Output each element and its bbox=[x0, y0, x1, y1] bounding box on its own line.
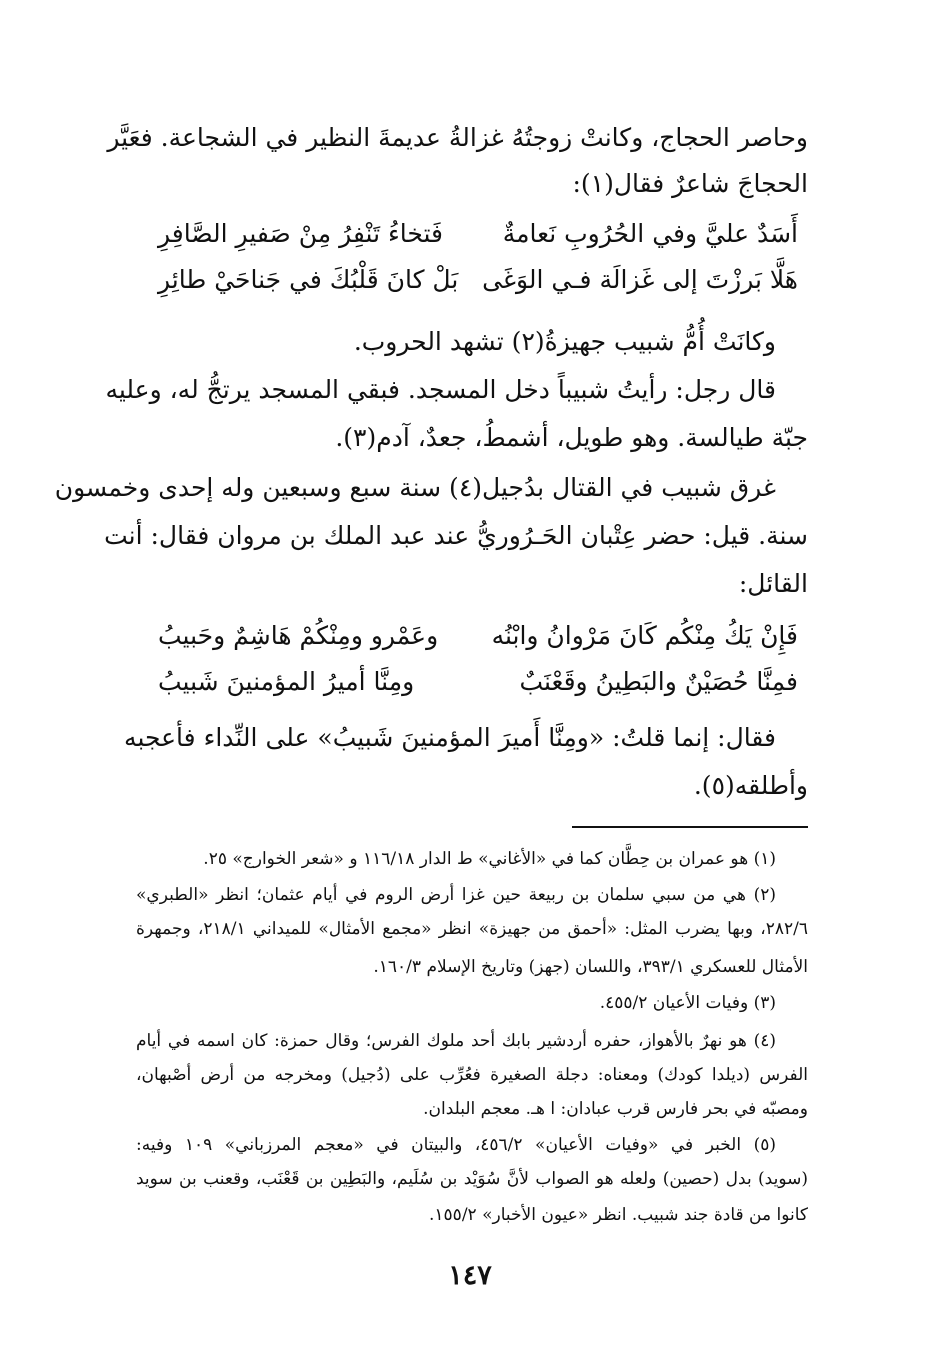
footnote-line: كانوا من قادة جند شبيب. انظر «عيون الأخبار» ١٥٥/٢. bbox=[429, 1205, 808, 1225]
body-text-line: وحاصر الحجاج، وكانتْ زوجتُهُ غزالةُ عديمةَ النظير في الشجاعة. فعَيَّر bbox=[107, 123, 808, 152]
footnote-line: (٣) وفيات الأعيان ٤٥٥/٢. bbox=[599, 993, 776, 1013]
footnote-line: (١) هو عمران بن حِطَّان كما في «الأغاني» ط الدار ١١٦/١٨ و «شعر الخوارج» ٢٥. bbox=[203, 849, 776, 869]
footnote-line: (٢) هي من سبي سلمان بن ربيعة حين غزا أرض الروم في أيام عثمان؛ انظر «الطبري» bbox=[136, 885, 776, 905]
verse-first-hemistich: هَلَّا بَرزْتَ إلى غَزالَة فـي الوَغَى bbox=[482, 265, 798, 294]
verse-line bbox=[158, 660, 798, 704]
footnote-line: ومصبّه في بحر فارس قرب عبادان: ا هـ. معجم البلدان. bbox=[423, 1099, 808, 1119]
verse-line bbox=[158, 212, 798, 256]
footnote-divider bbox=[572, 826, 808, 828]
body-text-line: غرق شبيب في القتال بدُجيل(٤) سنة سبع وسبعين وله إحدى وخمسون bbox=[54, 473, 776, 502]
verse-second-hemistich: ومِنَّا أميرُ المؤمنينَ شَبيبُ bbox=[158, 667, 415, 696]
body-text-line: فقال: إنما قلتُ: «ومِنَّا أَميرَ المؤمنينَ شَبيبُ» على النِّداء فأعجبه bbox=[124, 723, 776, 752]
verse-line bbox=[158, 614, 798, 658]
footnote-line: (٤) هو نهرٌ بالأهواز، حفره أردشير بابك أحد ملوك الفرس؛ وقال حمزة: كان اسمه في أيام bbox=[136, 1031, 776, 1051]
verse-first-hemistich: فمِنَّا حُصَيْنٌ والبَطِينُ وقَعْنَبٌ bbox=[519, 667, 798, 696]
verse-line bbox=[158, 258, 798, 302]
verse-second-hemistich: وعَمْرو ومِنْكُمْ هَاشِمٌ وحَبيبُ bbox=[158, 621, 439, 650]
body-text-line: قال رجل: رأيتُ شبيباً دخل المسجد. فبقي المسجد يرتجُّ له، وعليه bbox=[105, 375, 776, 404]
verse-second-hemistich: بَلْ كانَ قَلْبُكَ في جَناحَيْ طائِرِ bbox=[158, 265, 459, 294]
footnote-line: ٢٨٢/٦، وبها يضرب المثل: «أحمق من جهيزة» انظر «مجمع الأمثال» للميداني ٢١٨/١، وجمهرة bbox=[136, 919, 809, 939]
body-text-line: وكانَتْ أُمُّ شبيب جهيزةُ(٢) تشهد الحروب. bbox=[353, 327, 776, 356]
body-text-line: وأطلقه(٥). bbox=[693, 771, 808, 800]
footnote-line: (سويد) بدل (حصين) ولعله هو الصواب لأنَّ سُوَيْد بن سُلَيم، والبَطِين بن قَعْنَب، وقعنب بن سويد bbox=[136, 1169, 808, 1189]
verse-second-hemistich: فَتخاءُ تَنْفِرُ مِنْ صَفيرِ الصَّافِرِ bbox=[158, 219, 443, 248]
footnote-line: الأمثال للعسكري ٣٩٣/١، واللسان (جهز) وتاريخ الإسلام ١٦٠/٣. bbox=[373, 957, 808, 977]
body-text-line: سنة. قيل: حضر عِتْبان الحَـرُوريُّ عند عبد الملك بن مروان فقال: أنت bbox=[104, 521, 808, 550]
body-text-line: الحجاجَ شاعرٌ فقال(١): bbox=[572, 169, 808, 198]
verse-first-hemistich: أَسَدٌ عليَّ وفي الحُرُوبِ نَعامةٌ bbox=[502, 219, 798, 248]
footnote-line: (٥) الخبر في «وفيات الأعيان» ٤٥٦/٢، والبيتان في «معجم المرزباني» ١٠٩ وفيه: bbox=[136, 1135, 777, 1155]
page-number: ١٤٧ bbox=[448, 1260, 492, 1291]
body-text-line: جبّة طيالسة. وهو طويل، أشمطُ، جعدٌ، آدم(٣). bbox=[335, 423, 808, 452]
body-text-line: القائل: bbox=[738, 569, 808, 598]
verse-first-hemistich: فَإِنْ يَكُ مِنْكُم كَانَ مَرْوانُ وابْنُه bbox=[491, 621, 798, 650]
footnote-line: الفرس (ديلدا كودك) ومعناه: دجلة الصغيرة فعُرِّب على (دُجيل) ومخرجه من أرض أصْبهان، bbox=[136, 1065, 808, 1085]
